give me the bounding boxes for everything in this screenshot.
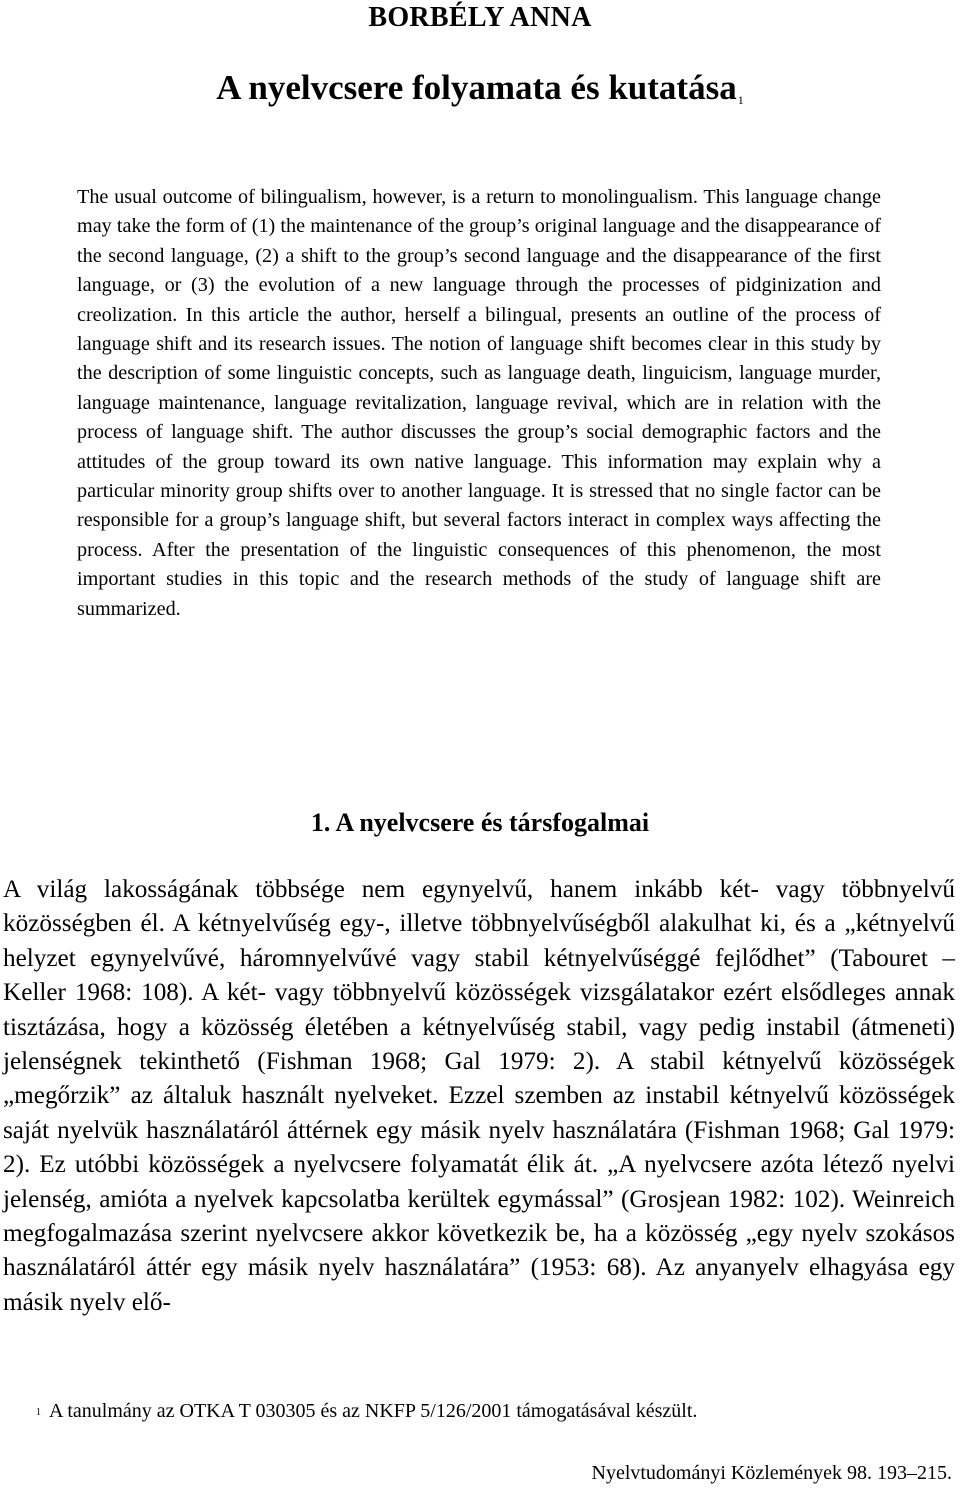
- body-paragraph: A világ lakosságának többsége nem egynyelvű, hanem inkább két- vagy többnyelvű közösségben él. A kétnyelvűség egy-, illetve többnyelvűségből alakulhat ki, és a „kétnyelvű helyzet egynyelvűvé, háromnyelvűvé vagy stabil kétnyelvűséggé fejlődhet” (Tabouret – Keller 1968: 108). A két- vagy többnyelvű közösségek vizsgálatakor ezért elsődleges annak tisztázása, hogy a közösség életében a kétnyelvűség stabil, vagy pedig instabil (átmeneti) jelenségnek tekinthető (Fishman 1968; Gal 1979: 2). A stabil kétnyelvű közösségek „megőrzik” az általuk használt nyelveket. Ezzel szemben az instabil kétnyelvű közösségek saját nyelvük használatáról áttérnek egy másik nyelv használatára (Fishman 1968; Gal 1979: 2). Ez utóbbi közösségek a nyelvcsere folyamatát élik át. „A nyelvcsere azóta létező nyelvi jelenség, amióta a nyelvek kapcsolatba kerültek egymással” (Grosjean 1982: 102). Weinreich megfogalmazása szerint nyelvcsere akkor következik be, ha a közösség „egy nyelv szokásos használatáról áttér egy másik nyelv használatára” (1953: 68). Az anyanyelv elhagyása egy másik nyelv elő-: [3, 876, 955, 1316]
- article-title-text: A nyelvcsere folyamata és kutatása: [216, 68, 737, 107]
- footnote-mark: 1: [36, 1407, 41, 1418]
- journal-reference: Nyelvtudományi Közlemények 98. 193–215.: [591, 1462, 952, 1484]
- abstract-text: The usual outcome of bilingualism, however, is a return to monolingualism. This language change may take the form of (1) the maintenance of the group’s original language and the disappearance of the second language, (2) a shift to the group’s second language and the disappearance of the first language, or (3) the evolution of a new language through the processes of pidginization and creolization. In this article the author, herself a bilingual, presents an outline of the process of language shift and its research issues. The notion of language shift becomes clear in this study by the description of some linguistic concepts, such as language death, linguicism, language murder, language maintenance, language revitalization, language revival, which are in relation with the process of language shift. The author discusses the group’s social demographic factors and the attitudes of the group toward its own native language. This information may explain why a particular minority group shifts over to another language. It is stressed that no single factor can be responsible for a group’s language shift, but several factors interact in complex ways affecting the process. After the presentation of the linguistic consequences of this phenomenon, the most important studies in this topic and the research methods of the study of language shift are summarized.: [77, 186, 881, 620]
- footnote: [36, 1397, 936, 1425]
- title-footnote-mark: 1: [737, 93, 744, 107]
- footnote-text: A tanulmány az OTKA T 030305 és az NKFP 5/126/2001 támogatásával készült.: [49, 1400, 698, 1422]
- article-title: [0, 68, 960, 108]
- author-name: BORBÉLY ANNA: [368, 2, 592, 33]
- section-heading: 1. A nyelvcsere és társfogalmai: [310, 808, 650, 837]
